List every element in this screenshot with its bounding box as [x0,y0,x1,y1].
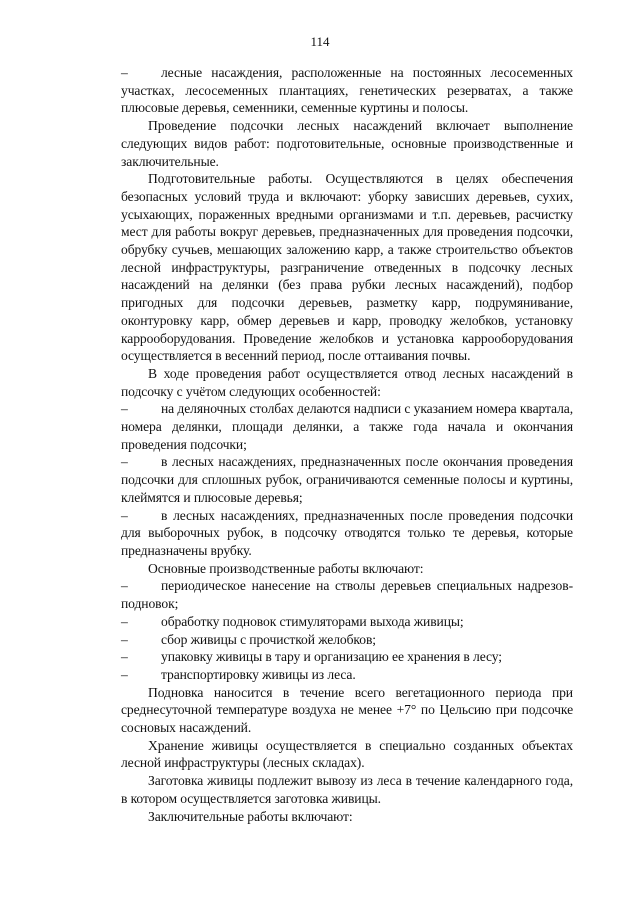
list-item [121,631,573,649]
paragraph [121,772,573,807]
list-dash: – [121,578,128,594]
list-item [121,507,573,560]
list-dash: – [121,631,128,647]
list-dash: – [121,649,128,665]
list-item [121,666,573,684]
list-item [121,64,573,117]
document-body [121,64,573,825]
paragraph [121,117,573,170]
list-dash: – [121,666,128,682]
list-dash: – [121,454,128,470]
list-item [121,648,573,666]
list-item [121,400,573,453]
list-item-text: лесные насаждения, расположенные на постоянных лесосеменных участках, лесосеменных плантациях, генетических резерватах, а также плюсовые деревья, семенники, семенные куртины и полосы. [121,65,573,116]
list-dash: – [121,401,128,417]
paragraph-text: Подновка наносится в течение всего вегетационного периода при среднесуточной температуре воздуха не менее +7° по Цельсию при подсочке сосновых насаждений. [121,684,573,736]
list-item-text: упаковку живицы в тару и организацию ее хранения в лесу; [161,649,502,665]
paragraph-text: Хранение живицы осуществляется в специально созданных объектах лесной инфраструктуры (лесных складах). [121,737,573,771]
paragraph [121,560,573,578]
list-dash: – [121,613,128,629]
list-item [121,613,573,631]
paragraph [121,684,573,737]
paragraph [121,365,573,400]
list-item-text: на деляночных столбах делаются надписи с указанием номера квартала, номера делянки, площади делянки, а также года начала и окончания проведения подсочки; [121,401,573,452]
paragraph-text: В ходе проведения работ осуществляется отвод лесных насаждений в подсочку с учётом следующих особенностей: [121,365,573,399]
list-dash: – [121,65,128,80]
list-item-text: в лесных насаждениях, предназначенных после проведения подсочки для выборочных рубок, в подсочку отводятся только те деревья, которые предназначены врубку. [121,507,573,558]
paragraph [121,170,573,365]
paragraph-text: Заготовка живицы подлежит вывозу из леса в течение календарного года, в котором осуществляется заготовка живицы. [121,773,573,806]
list-item-text: обработку подновок стимуляторами выхода живицы; [161,613,464,629]
page-number: 114 [310,34,330,49]
paragraph-text: Основные производственные работы включают: [148,560,424,576]
list-dash: – [121,507,128,523]
list-item-text: в лесных насаждениях, предназначенных после окончания проведения подсочки для сплошных рубок, ограничиваются семенные полосы и куртины, клеймятся и плюсовые деревья; [121,454,573,505]
list-item [121,577,573,612]
paragraph [121,737,573,772]
paragraph-text: Проведение подсочки лесных насаждений включает выполнение следующих видов работ: подготовительные, основные производственные и заключительные. [121,118,573,169]
paragraph-text: Заключительные работы включают: [148,808,353,824]
list-item-text: периодическое нанесение на стволы деревьев специальных надрезов-подновок; [121,578,573,612]
list-item-text: транспортировку живицы из леса. [161,666,356,682]
paragraph-text: Подготовительные работы. Осуществляются в целях обеспечения безопасных условий труда и включают: уборку зависших деревьев, сухих, усыхающих, пораженных вредными организмами и т.п. деревьев, расчистку мест для работы вокруг деревьев, предназначенных для проведения подсочки, обрубку сучьев, мешающих заложению карр, а также строительство объектов лесной инфраструктуры, разграничение отведенных в подсочку лесных насаждений на делянки (без права рубки лесных насаждений), подбор пригодных для подсочки деревьев, разметку карр, подрумянивание, оконтуровку карр, обмер деревьев и карр, проводку желобков, установку каррооборудования. Проведение желобков и установка каррооборудования осуществляется в весенний период, после оттаивания почвы. [121,171,573,364]
list-item-text: сбор живицы с прочисткой желобков; [161,631,376,647]
list-item [121,453,573,506]
paragraph [121,808,573,826]
